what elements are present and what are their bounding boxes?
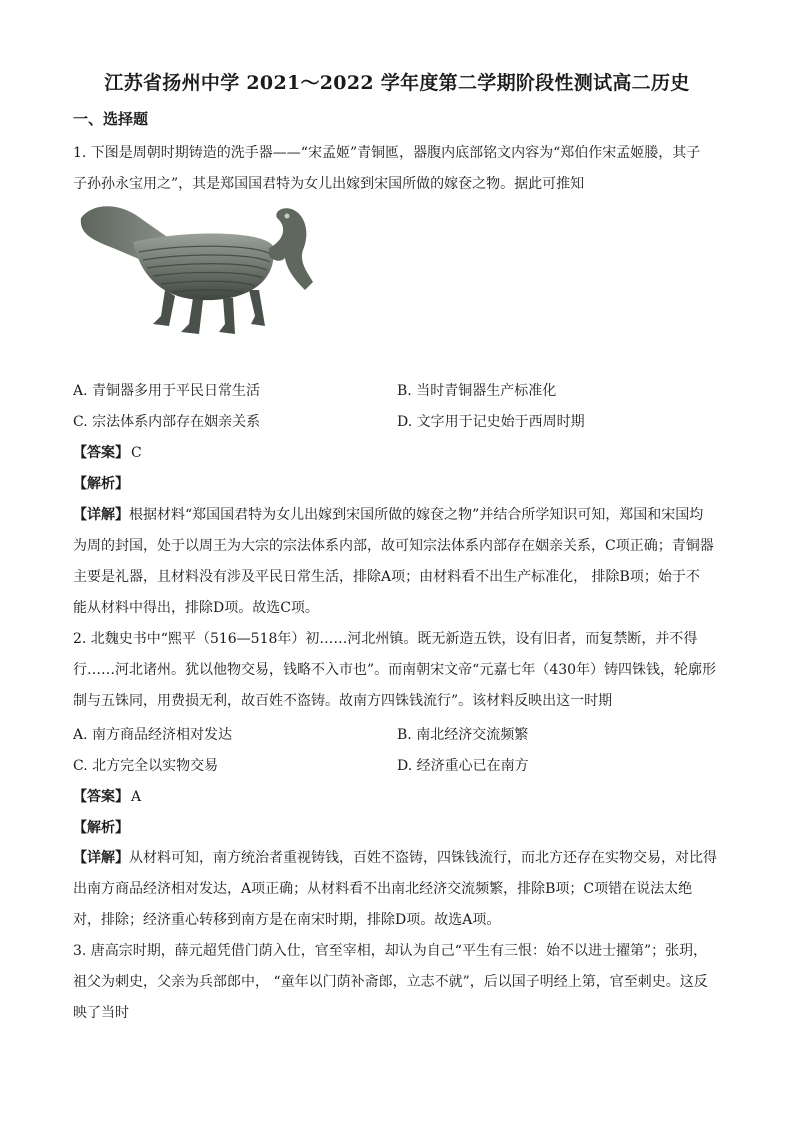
question-1-analysis-label: 【解析】 — [73, 476, 129, 492]
answer-label: 【答案】 — [73, 789, 129, 805]
question-2-analysis-label: 【解析】 — [73, 820, 129, 836]
answer-value: A — [131, 789, 142, 805]
question-1-stem — [73, 138, 723, 200]
section-heading: 一、选择题 — [73, 110, 149, 128]
question-3-line-3: 映了当时 — [73, 1005, 129, 1021]
question-1-answer — [73, 442, 142, 462]
question-2-answer — [73, 786, 141, 806]
question-2-line-2: 行……河北诸州。犹以他物交易，钱略不入市也”。而南朝宋文帝“元嘉七年（430年）铸四铢钱，轮廓形 — [73, 662, 717, 678]
question-1-detail-line-1: 【详解】根据材料“郑国国君特为女儿出嫁到宋国所做的嫁奁之物”并结合所学知识可知，郑国和宋国均 — [73, 507, 704, 523]
question-1-line-1: 1. 下图是周朝时期铸造的洗手器——“宋孟姬”青铜匜，器腹内底部铭文内容为“郑伯作宋孟姬媵，其子 — [73, 145, 701, 161]
question-2-detail — [73, 843, 723, 936]
question-1-detail-line-4: 能从材料中得出，排除D项。故选C项。 — [73, 600, 319, 616]
detail-label: 【详解】 — [73, 850, 129, 866]
question-2-option-b[interactable]: B. 南北经济交流频繁 — [397, 727, 529, 743]
question-1-line-2: 子孙孙永宝用之”，其是郑国国君特为女儿出嫁到宋国所做的嫁奁之物。据此可推知 — [73, 176, 585, 192]
answer-label: 【答案】 — [73, 445, 129, 461]
question-2-detail-line-1: 【详解】从材料可知，南方统治者重视铸钱，百姓不盗铸，四铢钱流行，而北方还存在实物交易，对比得 — [73, 850, 717, 866]
question-3-line-2: 祖父为刺史，父亲为兵部郎中， “童年以门荫补斋郎，立志不就”，后以国子明经上第，官至刺史。这反 — [73, 974, 708, 990]
question-1-option-a[interactable]: A. 青铜器多用于平民日常生活 — [73, 383, 261, 399]
question-2-line-3: 制与五铢同，用费损无利，故百姓不盗铸。故南方四铢钱流行”。该材料反映出这一时期 — [73, 693, 613, 709]
question-1-option-b[interactable]: B. 当时青铜器生产标准化 — [397, 383, 557, 399]
page-title: 江苏省扬州中学 2021～2022 学年度第二学期阶段性测试高二历史 — [104, 72, 690, 94]
question-2-line-1: 2. 北魏史书中“熙平（516—518年）初……河北州镇。既无新造五铁，设有旧者，而复禁断，并不得 — [73, 631, 698, 647]
question-2-option-d[interactable]: D. 经济重心已在南方 — [397, 758, 529, 774]
question-2-stem — [73, 624, 723, 717]
question-1-detail-line-2: 为周的封国，处于以周王为大宗的宗法体系内部，故可知宗法体系内部存在姻亲关系，C项正确；青铜器 — [73, 538, 714, 554]
question-2-detail-line-2: 出南方商品经济相对发达，A项正确；从材料看不出南北经济交流频繁，排除B项；C项错在说法太绝 — [73, 881, 693, 897]
question-2-option-c[interactable]: C. 北方完全以实物交易 — [73, 758, 219, 774]
question-2-option-a[interactable]: A. 南方商品经济相对发达 — [73, 727, 233, 743]
question-2-detail-line-3: 对，排除；经济重心转移到南方是在南宋时期，排除D项。故选A项。 — [73, 912, 501, 928]
answer-value: C — [131, 445, 142, 461]
question-1-detail — [73, 500, 723, 624]
question-3-stem — [73, 936, 723, 1029]
question-3-line-1: 3. 唐高宗时期，薛元超凭借门荫入仕，官至宰相，却认为自己“平生有三恨：始不以进士擢第”；张玥， — [73, 943, 708, 959]
question-1-option-c[interactable]: C. 宗法体系内部存在姻亲关系 — [73, 414, 261, 430]
question-1-detail-line-3: 主要是礼器，且材料没有涉及平民日常生活，排除A项；由材料看不出生产标准化， 排除B项；始于不 — [73, 569, 700, 585]
bronze-vessel-image — [73, 200, 333, 340]
detail-label: 【详解】 — [73, 507, 129, 523]
question-1-option-d[interactable]: D. 文字用于记史始于西周时期 — [397, 414, 585, 430]
